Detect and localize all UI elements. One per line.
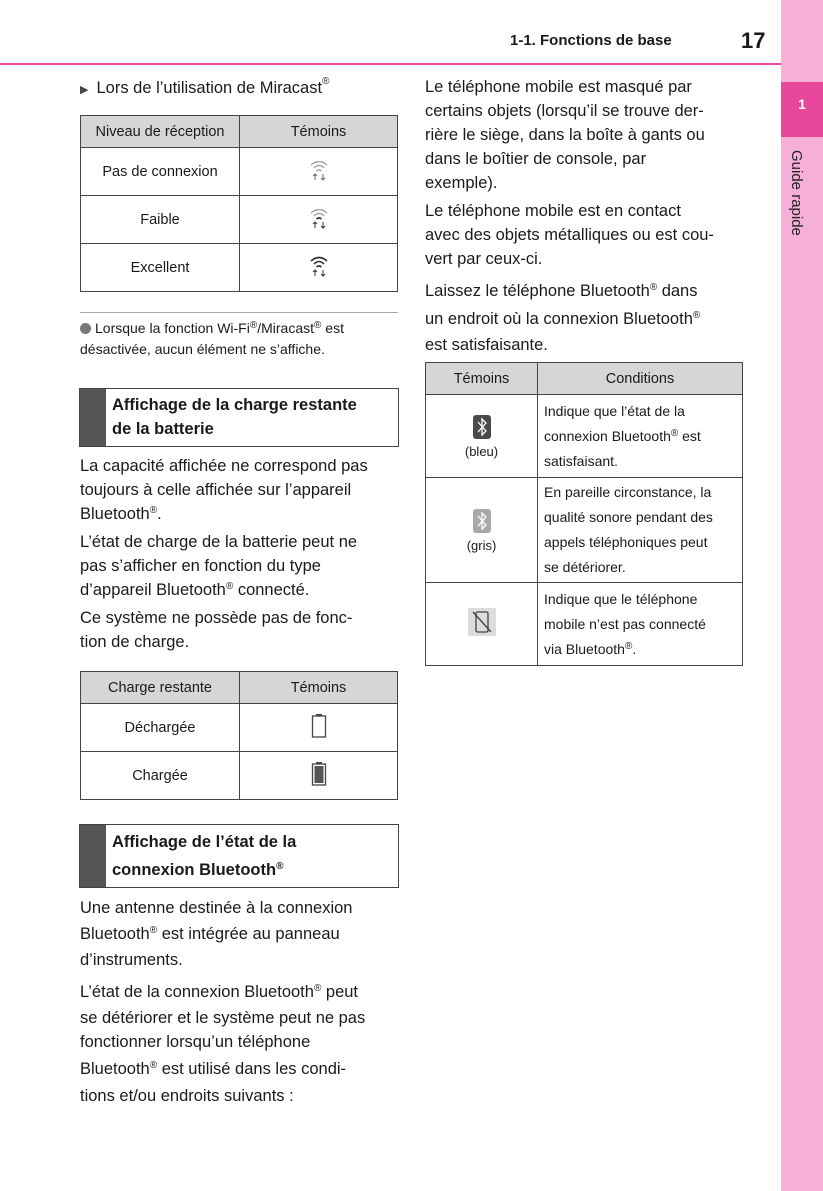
section-title: 1-1. Fonctions de base xyxy=(510,32,672,49)
page-number: 17 xyxy=(741,28,766,53)
table-cell: Indique que l’état de la connexion Bluetooth® est satisfaisant. xyxy=(538,395,743,478)
chapter-tab: 1 xyxy=(781,82,823,137)
table-header: Charge restante xyxy=(81,672,240,704)
table-cell xyxy=(240,196,398,244)
table-cell xyxy=(240,704,398,752)
table-header: Témoins xyxy=(240,116,398,148)
table-cell xyxy=(240,752,398,800)
table-cell: En pareille circonstance, la qualité sonore pendant des appels téléphoniques peut se détériorer. xyxy=(538,478,743,583)
table-cell: Chargée xyxy=(81,752,240,800)
table-header: Niveau de réception xyxy=(81,116,240,148)
table-header: Témoins xyxy=(426,363,538,395)
triangle-bullet-icon: ▶ xyxy=(80,84,89,96)
bluetooth-paragraphs: Une antenne destinée à la connexion Bluetooth® est intégrée au panneau d’instruments. L’état de la connexion Bluetooth® peut se détériorer et le système peut ne pas fonctionner lorsqu’un téléphone Bluetooth® est utilisé dans les condi- tions et/ou endroits suivants : xyxy=(80,899,366,1105)
note: Lorsque la fonction Wi-Fi®/Miracast® est désactivée, aucun élément ne s’affiche. xyxy=(80,320,344,357)
heading-bar xyxy=(80,389,106,446)
wifi-no-connection-icon xyxy=(308,158,330,182)
bluetooth-table xyxy=(425,362,743,666)
miracast-heading: ▶ Lors de l’utilisation de Miracast® xyxy=(80,76,330,97)
bluetooth-gray-icon xyxy=(472,508,492,534)
miracast-table xyxy=(80,115,398,292)
battery-empty-icon xyxy=(311,713,327,739)
table-cell: Excellent xyxy=(81,244,240,292)
divider xyxy=(80,312,398,313)
table-header: Témoins xyxy=(240,672,398,704)
table-header: Conditions xyxy=(538,363,743,395)
bluetooth-blue-icon xyxy=(472,414,492,440)
header-rule xyxy=(0,63,781,65)
table-cell: Indique que le téléphone mobile n’est pas connecté via Bluetooth®. xyxy=(538,583,743,666)
wifi-excellent-icon xyxy=(308,254,330,278)
right-paragraphs: Le téléphone mobile est masqué par certains objets (lorsqu’il se trouve der- rière le siège, dans la boîte à gants ou dans le boîtier de console, par exemple). Le téléphone mobile est en contact avec des objets métalliques ou est cou- vert par ceux-ci. Laissez le téléphone Bluetooth® dans un endroit où la connexion Bluetooth® est satisfaisante. xyxy=(425,78,714,354)
battery-heading: Affichage de la charge restante de la batterie xyxy=(79,388,399,447)
bluetooth-heading: Affichage de l’état de la connexion Bluetooth® xyxy=(79,824,399,888)
chapter-label: Guide rapide xyxy=(788,150,805,236)
table-cell: (gris) xyxy=(426,478,538,583)
table-cell: Déchargée xyxy=(81,704,240,752)
table-cell xyxy=(426,583,538,666)
battery-paragraphs: La capacité affichée ne correspond pas toujours à celle affichée sur l’appareil Bluetooth®. L’état de charge de la batterie peut ne pas s’afficher en fonction du type d’appareil Bluetooth® connecté. Ce système ne possède pas de fonc- tion de charge. xyxy=(80,457,368,651)
charge-table xyxy=(80,671,398,800)
table-cell: Faible xyxy=(81,196,240,244)
phone-disconnected-icon xyxy=(468,608,496,636)
table-cell xyxy=(240,244,398,292)
wifi-weak-icon xyxy=(308,206,330,230)
bullet-dot-icon xyxy=(80,323,91,334)
table-cell xyxy=(240,148,398,196)
heading-bar xyxy=(80,825,106,887)
table-cell: (bleu) xyxy=(426,395,538,478)
table-cell: Pas de connexion xyxy=(81,148,240,196)
battery-full-icon xyxy=(311,761,327,787)
